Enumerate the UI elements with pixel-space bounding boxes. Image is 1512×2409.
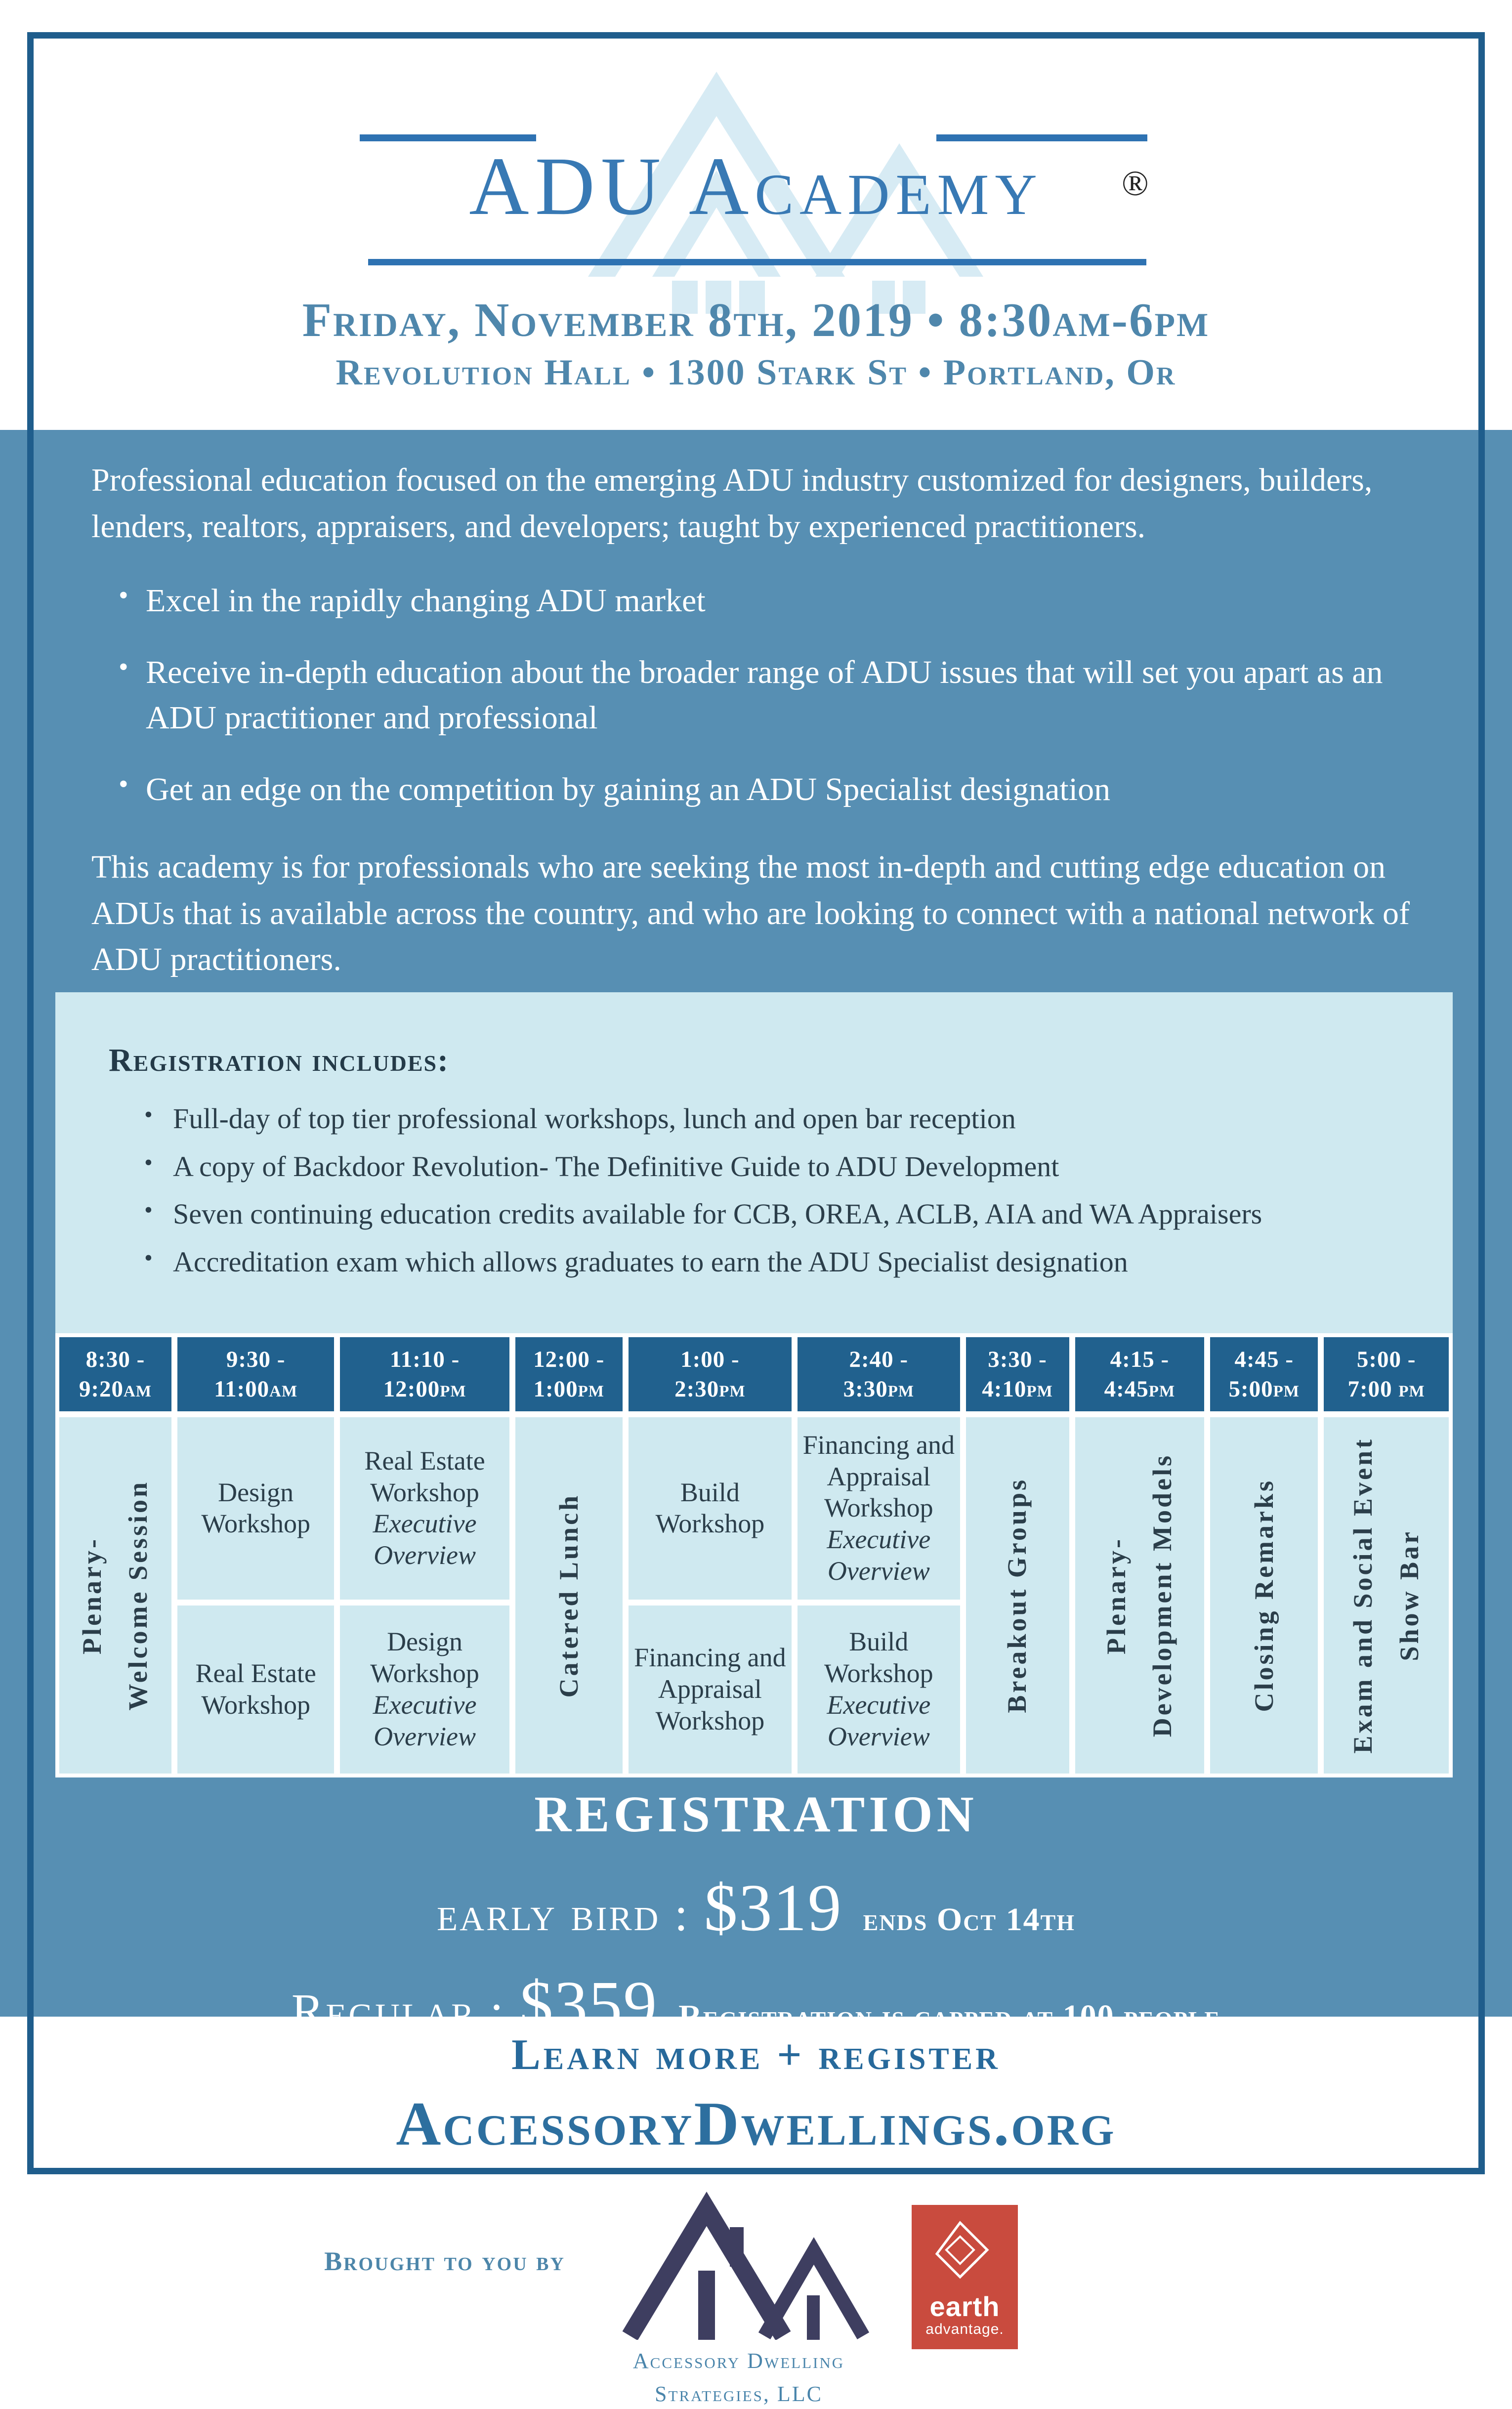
- learn-more-label: Learn more + register: [511, 2031, 1001, 2079]
- event-venue-line: Revolution Hall • 1300 Stark St • Portland, Or: [336, 352, 1176, 393]
- time-slot-header: 11:10 - 12:00pm: [340, 1337, 509, 1411]
- time-slot-header: 2:40 - 3:30pm: [798, 1337, 960, 1411]
- session-cell: Design Workshop Executive Overview: [340, 1606, 509, 1774]
- regular-price: $359: [519, 1968, 658, 2042]
- includes-heading: Registration includes:: [109, 1042, 450, 1078]
- early-bird-label: early bird :: [436, 1888, 704, 1941]
- includes-item: • Seven continuing education credits available for CCB, OREA, ACLB, AIA and WA Appraisers: [109, 1195, 1408, 1233]
- intro-bullet: • Receive in-depth education about the broader range of ADU issues that will set you apart as an ADU practitioner and professional: [91, 650, 1426, 741]
- includes-item: • Accreditation exam which allows graduates to earn the ADU Specialist designation: [109, 1243, 1408, 1281]
- intro-bullet: • Excel in the rapidly changing ADU market: [91, 578, 1426, 624]
- session-cell: Catered Lunch: [515, 1417, 623, 1774]
- intro-bullet-list: [91, 578, 1426, 812]
- time-slot-header: 4:45 - 5:00pm: [1210, 1337, 1318, 1411]
- logo-underline: [368, 259, 1146, 265]
- time-slot-header: 9:30 - 11:00am: [177, 1337, 334, 1411]
- schedule-column-830: [59, 1337, 171, 1774]
- intro-paragraph: Professional education focused on the emerging ADU industry customized for designers, builders, lenders, realtors, appraisers, and developers; taught by experienced practitioners.: [91, 462, 1373, 545]
- includes-item: • A copy of Backdoor Revolution- The Definitive Guide to ADU Development: [109, 1148, 1408, 1186]
- schedule-column-415: [1075, 1337, 1205, 1774]
- pricing-heading: REGISTRATION: [534, 1786, 978, 1843]
- regular-label: Regular :: [291, 1985, 520, 2038]
- learn-more-section: [0, 2030, 1512, 2160]
- ads-caption-line2: Strategies, LLC: [655, 2382, 823, 2407]
- session-cell: Closing Remarks: [1210, 1417, 1318, 1774]
- earth-advantage-badge: [912, 2205, 1018, 2349]
- includes-list: [109, 1100, 1408, 1281]
- regular-note: Registration is capped at 100 people: [678, 1998, 1221, 2034]
- schedule-column-1110: [340, 1337, 509, 1774]
- intro-section: [91, 457, 1426, 983]
- includes-item: • Full-day of top tier professional workshops, lunch and open bar reception: [109, 1100, 1408, 1138]
- time-slot-header: 3:30 - 4:10pm: [966, 1337, 1069, 1411]
- time-slot-header: 4:15 - 4:45pm: [1075, 1337, 1205, 1411]
- schedule-column-445: [1210, 1337, 1318, 1774]
- diamond-cube-logo-icon: [933, 2219, 997, 2283]
- schedule-column-100: [629, 1337, 792, 1774]
- accessory-dwelling-strategies-logo: [600, 2182, 877, 2409]
- early-bird-price: $319: [704, 1871, 842, 1945]
- time-slot-header: 8:30 - 9:20am: [59, 1337, 171, 1411]
- registered-trademark: ®: [1122, 164, 1149, 203]
- time-slot-header: 1:00 - 2:30pm: [629, 1337, 792, 1411]
- schedule-column-330: [966, 1337, 1069, 1774]
- schedule-column-1200: [515, 1337, 623, 1774]
- schedule-grid: [59, 1337, 1449, 1774]
- earth-word: earth: [929, 2291, 1000, 2322]
- schedule-column-930: [177, 1337, 334, 1774]
- session-cell: Real Estate Workshop Executive Overview: [340, 1417, 509, 1600]
- session-cell: Build Workshop: [629, 1417, 792, 1600]
- session-cell: Breakout Groups: [966, 1417, 1069, 1774]
- schedule-table: [55, 1333, 1453, 1777]
- intro-bullet: • Get an edge on the competition by gaining an ADU Specialist designation: [91, 767, 1426, 812]
- session-cell: Real Estate Workshop: [177, 1606, 334, 1774]
- house-outline-logo-icon: [600, 2182, 877, 2340]
- session-cell: Plenary- Welcome Session: [59, 1417, 171, 1774]
- pricing-section: [0, 1785, 1512, 2063]
- event-date-line: Friday, November 8th, 2019 • 8:30am-6pm: [302, 294, 1210, 346]
- intro-closing-paragraph: This academy is for professionals who are seeking the most in-depth and cutting edge education on ADUs that is available across the country, and who are looking to connect with a national network of ADU practitioners.: [91, 849, 1410, 978]
- logo-title: ADU Academy: [469, 140, 1043, 232]
- brought-to-you-by-label: Brought to you by: [324, 2246, 565, 2276]
- session-cell: Financing and Appraisal Workshop: [629, 1606, 792, 1774]
- early-bird-note: ends Oct 14th: [863, 1902, 1076, 1938]
- session-cell: Design Workshop: [177, 1417, 334, 1600]
- website-url[interactable]: AccessoryDwellings.org: [396, 2090, 1116, 2158]
- session-cell: Build Workshop Executive Overview: [798, 1606, 960, 1774]
- early-bird-price-line: [0, 1869, 1512, 1946]
- schedule-column-240: [798, 1337, 960, 1774]
- time-slot-header: 12:00 - 1:00pm: [515, 1337, 623, 1411]
- time-slot-header: 5:00 - 7:00 pm: [1324, 1337, 1449, 1411]
- schedule-column-500: [1324, 1337, 1449, 1774]
- registration-includes-box: [55, 992, 1453, 1333]
- session-cell: Plenary- Development Models: [1075, 1417, 1205, 1774]
- ads-caption-line1: Accessory Dwelling: [632, 2349, 845, 2373]
- session-cell: Exam and Social Event Show Bar: [1324, 1417, 1449, 1774]
- advantage-word: advantage.: [925, 2321, 1004, 2337]
- session-cell: Financing and Appraisal Workshop Executive Overview: [798, 1417, 960, 1600]
